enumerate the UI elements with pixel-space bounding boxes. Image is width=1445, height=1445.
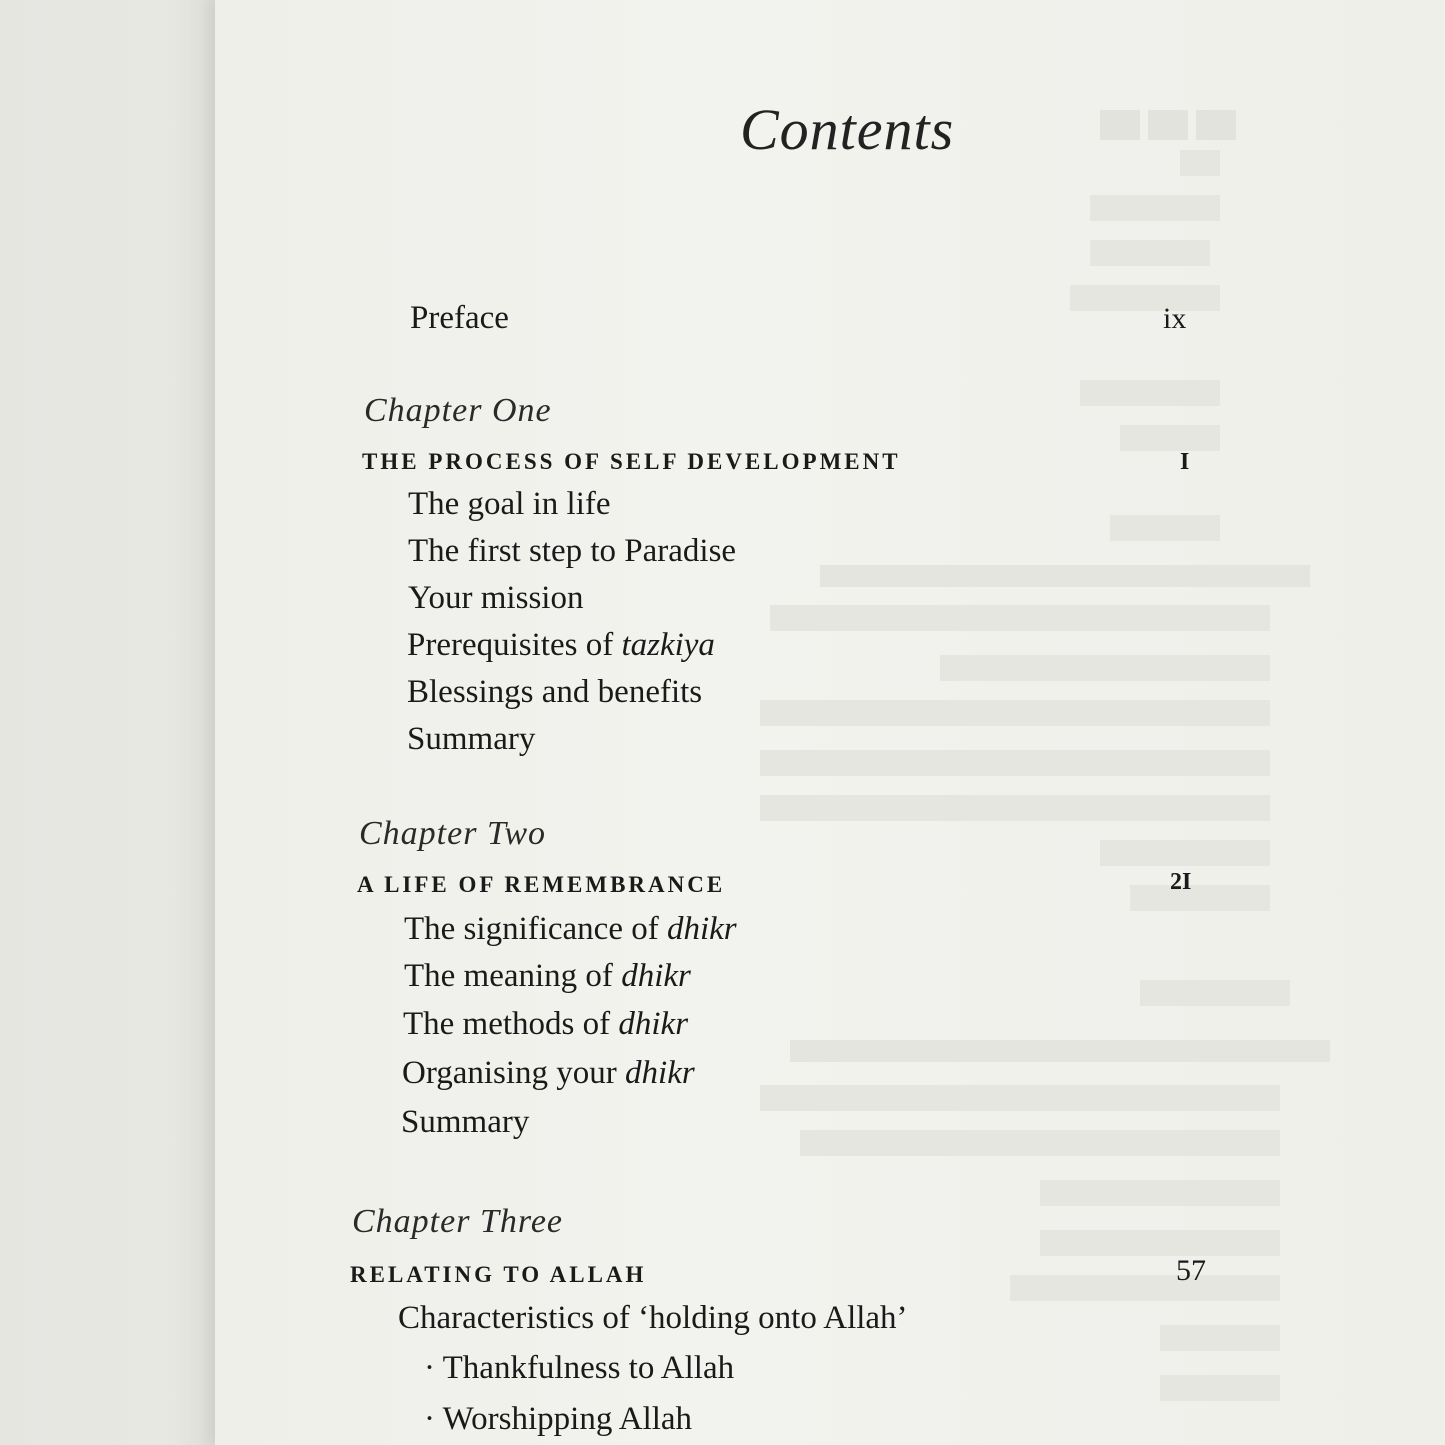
section-italic-term: dhikr xyxy=(625,1055,695,1091)
section-entry: Blessings and benefits xyxy=(407,674,703,710)
show-through-text xyxy=(1090,195,1220,221)
section-entry: Characteristics of ‘holding onto Allah’ xyxy=(398,1300,908,1336)
chapter-title: A LIFE OF REMEMBRANCE xyxy=(357,872,726,897)
show-through-text xyxy=(1160,1375,1280,1401)
show-through-text xyxy=(760,750,1270,776)
book-left-margin xyxy=(0,0,215,1445)
chapter-label: Chapter One xyxy=(364,392,552,429)
section-italic-term: dhikr xyxy=(618,1006,689,1042)
show-through-text xyxy=(1180,150,1220,176)
show-through-text xyxy=(940,655,1270,681)
section-italic-term: dhikr xyxy=(621,958,691,994)
subsection-entry: · Thankfulness to Allah xyxy=(424,1350,735,1386)
section-entry xyxy=(407,627,715,664)
section-entry xyxy=(404,958,691,995)
show-through-text xyxy=(1110,515,1220,541)
section-entry: Your mission xyxy=(408,580,584,616)
section-text: Organising your xyxy=(402,1055,626,1091)
show-through-text xyxy=(1040,1230,1280,1256)
chapter-page-number: I xyxy=(1180,449,1190,475)
section-entry xyxy=(404,911,737,948)
section-italic-term: tazkiya xyxy=(621,627,715,663)
show-through-text xyxy=(760,1085,1280,1111)
subsection-entry: · Worshipping Allah xyxy=(424,1401,693,1437)
section-entry: The goal in life xyxy=(408,486,611,522)
page-title: Contents xyxy=(740,97,955,162)
show-through-text xyxy=(820,565,1310,587)
show-through-text xyxy=(1090,240,1210,266)
preface-entry: Preface xyxy=(410,300,509,336)
show-through-text xyxy=(790,1040,1330,1062)
chapter-label: Chapter Two xyxy=(359,815,547,852)
section-entry: Summary xyxy=(401,1104,530,1140)
show-through-text xyxy=(760,795,1270,821)
show-through-text xyxy=(1120,425,1220,451)
show-through-text xyxy=(1010,1275,1280,1301)
show-through-text xyxy=(770,605,1270,631)
preface-page-number: ix xyxy=(1163,302,1187,335)
section-entry xyxy=(402,1055,695,1092)
section-text: Prerequisites of xyxy=(407,627,622,663)
section-text: The methods of xyxy=(403,1006,619,1042)
section-italic-term: dhikr xyxy=(666,911,737,947)
chapter-page-number: 57 xyxy=(1176,1254,1206,1287)
section-entry: Summary xyxy=(407,721,536,757)
show-through-text xyxy=(1160,1325,1280,1351)
show-through-text xyxy=(800,1130,1280,1156)
show-through-text xyxy=(1100,110,1240,140)
section-text: The meaning of xyxy=(404,958,622,994)
show-through-text xyxy=(1140,980,1290,1006)
chapter-label: Chapter Three xyxy=(352,1203,564,1240)
show-through-text xyxy=(1070,285,1220,311)
show-through-text xyxy=(1080,380,1220,406)
chapter-title: THE PROCESS OF SELF DEVELOPMENT xyxy=(362,449,901,474)
section-entry xyxy=(403,1006,688,1043)
chapter-title: RELATING TO ALLAH xyxy=(350,1262,647,1287)
show-through-text xyxy=(760,700,1270,726)
chapter-page-number: 2I xyxy=(1170,869,1192,895)
section-entry: The first step to Paradise xyxy=(408,533,737,569)
section-text: The significance of xyxy=(404,911,667,947)
show-through-text xyxy=(1040,1180,1280,1206)
show-through-text xyxy=(1130,885,1270,911)
show-through-text xyxy=(1100,840,1270,866)
